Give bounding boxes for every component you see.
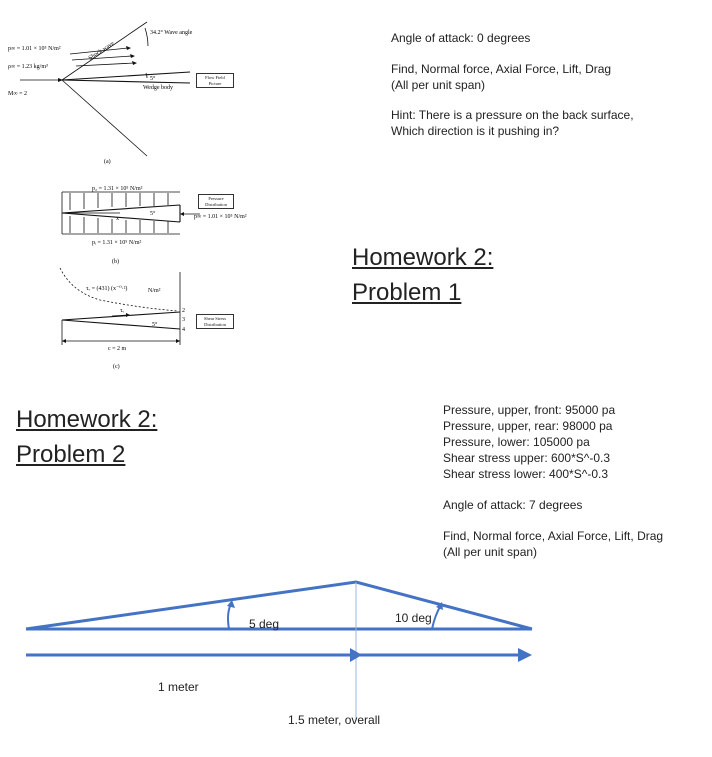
p1-title-line2: Problem 1 xyxy=(352,279,462,306)
p2-given-list xyxy=(443,402,615,482)
figure-c-shear xyxy=(60,268,180,345)
p2-shear-lower: Shear stress lower: 400*S^-0.3 xyxy=(443,467,609,481)
front-angle-arc xyxy=(228,602,232,629)
fig-c-wedge-angle: 5° xyxy=(152,322,158,328)
p2-find-line1: Find, Normal force, Axial Force, Lift, Drag xyxy=(443,529,664,543)
pressure-distribution-box: Pressure Distribution xyxy=(198,194,234,209)
fig-a-wave-angle: 34.2° Wave angle xyxy=(150,30,193,36)
p2-pressure-upper-rear: Pressure, upper, rear: 98000 pa xyxy=(443,419,613,433)
fig-c-tick-2: 2 xyxy=(182,308,185,314)
p2-title-line1: Homework 2: xyxy=(16,406,158,433)
p1-hint-line2: Which direction is it pushing in? xyxy=(391,124,560,138)
front-angle-arrowhead xyxy=(227,600,235,608)
p2-pressure-lower: Pressure, lower: 105000 pa xyxy=(443,435,590,449)
fig-a-wedge-body: Wedge body xyxy=(143,85,174,91)
fig-a-shock-wave: Shock wave xyxy=(87,40,116,62)
fig-a-rho-inf: ρ∞ = 1.23 kg/m³ xyxy=(8,64,48,70)
p2-shear-upper: Shear stress upper: 600*S^-0.3 xyxy=(443,451,611,465)
flow-field-picture-box: Flow Field Picture xyxy=(196,73,234,88)
fig-b-caption: (b) xyxy=(112,259,119,265)
p2-angle-of-attack: Angle of attack: 7 degrees xyxy=(443,498,583,512)
p2-pressure-upper-front: Pressure, upper, front: 95000 pa xyxy=(443,403,616,417)
fig-c-caption: (c) xyxy=(113,364,120,370)
fig-a-p-inf: p∞ = 1.01 × 10⁵ N/m² xyxy=(8,46,61,52)
shear-stress-distribution-box: Shear Stress Distribution xyxy=(196,314,234,329)
overall-length-arrowhead xyxy=(518,648,532,662)
p1-find-line1: Find, Normal force, Axial Force, Lift, Drag xyxy=(391,62,612,76)
front-length-arrowhead xyxy=(350,648,362,662)
fig-b-x: x xyxy=(116,216,119,222)
fig-c-tick-4: 4 xyxy=(182,327,185,333)
front-length-label: 1 meter xyxy=(158,680,199,694)
rear-angle-arrowhead xyxy=(436,602,443,610)
fig-b-p-lower: pᵢ = 1.31 × 10⁵ N/m² xyxy=(92,240,142,246)
p2-find-line2: (All per unit span) xyxy=(443,545,538,559)
fig-b-p-inf: p∞ = 1.01 × 10⁵ N/m² xyxy=(194,214,247,220)
fig-c-tick-3: 3 xyxy=(182,317,185,323)
fig-a-caption: (a) xyxy=(104,159,111,165)
p1-title-line1: Homework 2: xyxy=(352,244,494,271)
p2-title-line2: Problem 2 xyxy=(16,441,126,468)
rear-angle-label: 10 deg xyxy=(395,611,432,625)
p1-angle-of-attack: Angle of attack: 0 degrees xyxy=(391,31,531,45)
fig-b-p2: p₂ = 1.31 × 10⁵ N/m² xyxy=(92,186,143,192)
rear-angle-arc xyxy=(432,605,441,629)
fig-c-tau-label: τᵥ xyxy=(120,308,125,314)
fig-c-units: N/m² xyxy=(148,288,161,294)
p1-find-line2: (All per unit span) xyxy=(391,78,486,92)
fig-a-mach: M∞ = 2 xyxy=(8,91,27,97)
front-angle-label: 5 deg xyxy=(249,617,280,631)
fig-c-tau-formula: τᵥ = (431) (x⁻⁰·²) xyxy=(86,286,128,292)
fig-c-chord: c = 2 m xyxy=(108,346,127,352)
fig-b-wedge-angle: 5° xyxy=(150,211,156,217)
overall-length-label: 1.5 meter, overall xyxy=(288,713,381,727)
fig-a-wedge-angle: 5° xyxy=(150,76,156,82)
p1-hint-line1: Hint: There is a pressure on the back surface, xyxy=(391,108,634,122)
figure-b-pressure xyxy=(62,192,200,234)
